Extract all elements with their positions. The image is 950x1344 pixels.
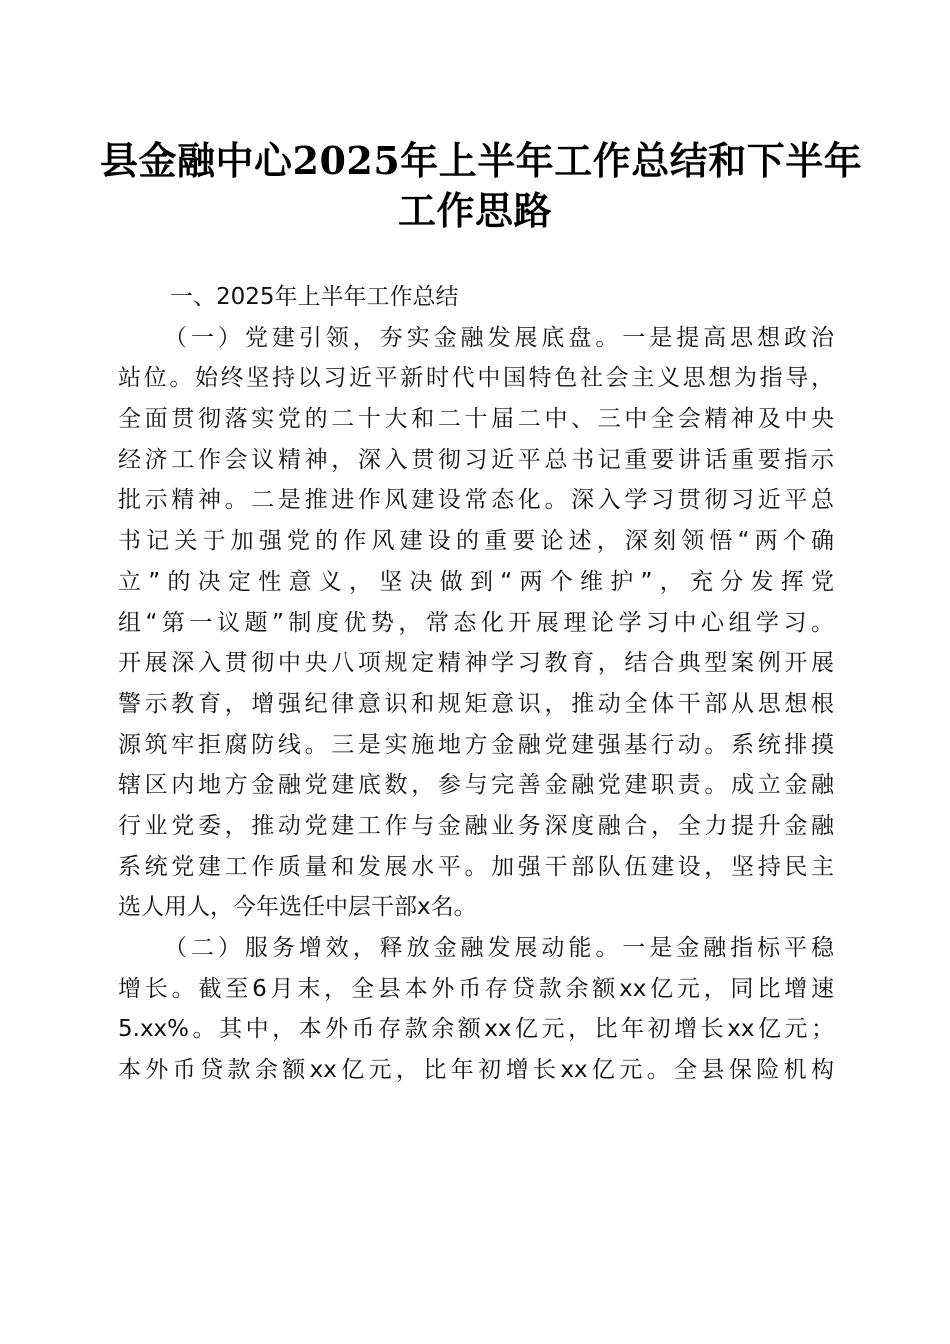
paragraph-line: 行业党委，推动党建工作与金融业务深度融合，全力提升金融 [118, 812, 834, 839]
paragraph-line: 经济工作会议精神，深入贯彻习近平总书记重要讲话重要指示 [118, 446, 834, 473]
paragraph-line: 立”的决定性意义，坚决做到“两个维护”，充分发挥党 [118, 568, 834, 595]
paragraph-line: 全面贯彻落实党的二十大和二十届二中、三中全会精神及中央 [118, 406, 834, 433]
paragraph-line: 警示教育，增强纪律意识和规矩意识，推动全体干部从思想根 [118, 690, 834, 717]
paragraph-line: 组“第一议题”制度优势，常态化开展理论学习中心组学习。 [118, 609, 834, 636]
paragraph-line: 开展深入贯彻中央八项规定精神学习教育，结合典型案例开展 [118, 650, 834, 677]
document-title [100, 136, 863, 236]
title-line-2: 工作思路 [397, 188, 552, 233]
paragraph-line: （二）服务增效，释放金融发展动能。一是金融指标平稳 [164, 935, 834, 961]
paragraph-line: 5.xx%。其中，本外币存款余额xx亿元，比年初增长xx亿元； [118, 1016, 834, 1043]
paragraph-line: 批示精神。二是推进作风建设常态化。深入学习贯彻习近平总 [118, 487, 834, 514]
paragraph-line: 选人用人，今年选任中层干部x名。 [118, 894, 477, 921]
paragraph-line: 本外币贷款余额xx亿元，比年初增长xx亿元。全县保险机构 [118, 1057, 834, 1084]
paragraph-line: 站位。始终坚持以习近平新时代中国特色社会主义思想为指导， [118, 365, 834, 392]
paragraph-line: 源筑牢拒腐防线。三是实施地方金融党建强基行动。系统排摸 [118, 731, 834, 758]
section-heading: 一、2025年上半年工作总结 [170, 284, 459, 310]
paragraph-line: 系统党建工作质量和发展水平。加强干部队伍建设，坚持民主 [118, 853, 834, 880]
paragraph-1 [118, 318, 834, 928]
paragraph-line: （一）党建引领，夯实金融发展底盘。一是提高思想政治 [164, 324, 834, 351]
paragraph-line: 增长。截至6月末，全县本外币存贷款余额xx亿元，同比增速 [118, 975, 834, 1002]
paragraph-line: 辖区内地方金融党建底数，参与完善金融党建职责。成立金融 [118, 772, 834, 799]
paragraph-2 [118, 928, 834, 1091]
title-line-1: 县金融中心2025年上半年工作总结和下半年 [100, 138, 863, 183]
document-body [118, 277, 834, 1091]
paragraph-line: 书记关于加强党的作风建设的重要论述，深刻领悟“两个确 [118, 528, 834, 555]
